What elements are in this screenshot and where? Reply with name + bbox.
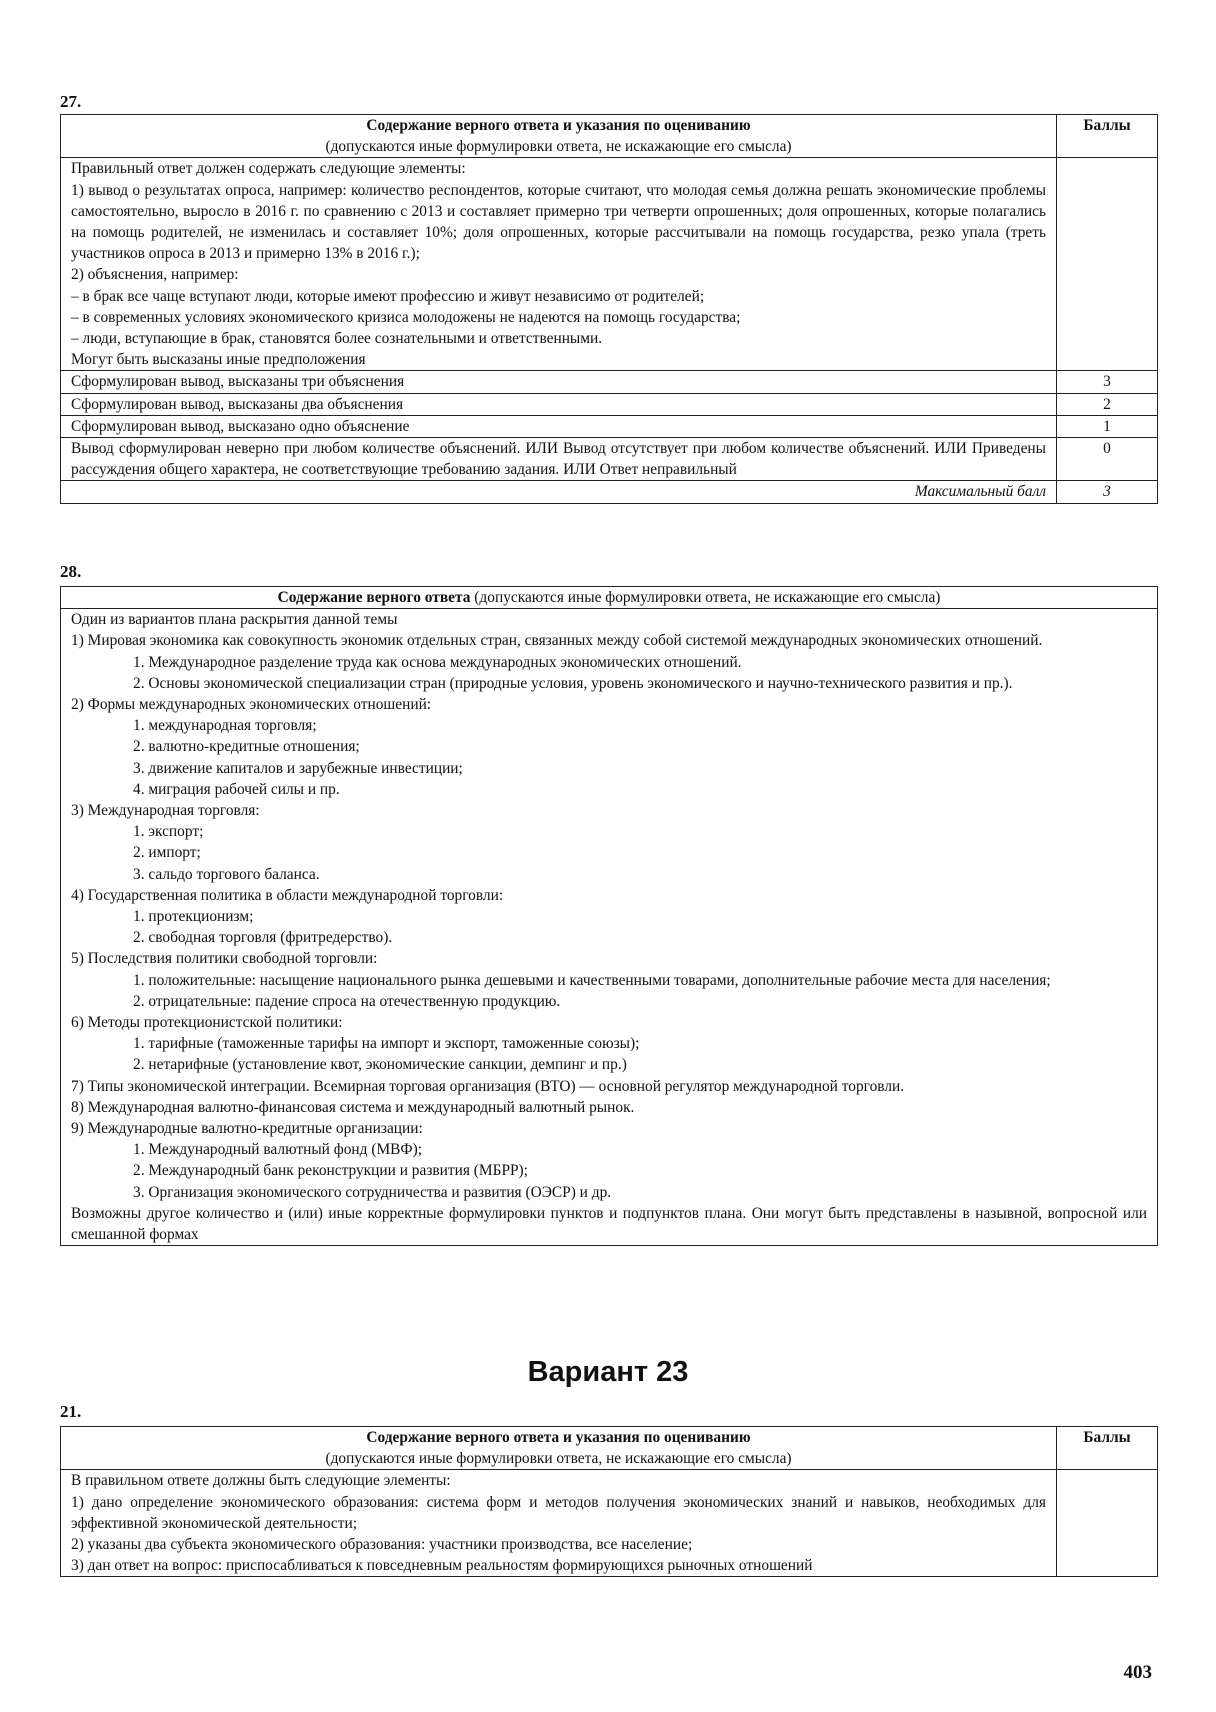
criteria-points: 0 — [1057, 438, 1158, 481]
plan-content — [61, 609, 1158, 1246]
content-line: Могут быть высказаны иные предположения — [71, 351, 366, 369]
criteria-row — [61, 438, 1158, 481]
answer-table-21 — [60, 1426, 1158, 1577]
table-header-content — [61, 1427, 1057, 1470]
content-line: Правильный ответ должен содержать следующие элементы: — [71, 160, 466, 178]
plan-subitem: 1. тарифные (таможенные тарифы на импорт и экспорт, таможенные союзы); — [133, 1035, 640, 1053]
header-title: Содержание верного ответа — [277, 589, 471, 606]
plan-subitem: 2. свободная торговля (фритредерство). — [133, 929, 393, 947]
plan-item: 4) Государственная политика в области международной торговли: — [71, 886, 504, 904]
content-line: 2) объяснения, например: — [71, 266, 239, 284]
plan-item: 9) Международные валютно-кредитные организации: — [71, 1120, 423, 1138]
page-number: 403 — [1123, 1662, 1152, 1683]
table-header-content — [61, 115, 1057, 158]
answer-content — [61, 158, 1057, 371]
plan-subitem: 1. международная торговля; — [133, 717, 317, 735]
criteria-points: 2 — [1057, 393, 1158, 415]
plan-item: 1) Мировая экономика как совокупность экономик отдельных стран, связанных между собой системой международных экономических отношений. — [71, 632, 1043, 650]
content-line: В правильном ответе должны быть следующие элементы: — [71, 1472, 451, 1490]
plan-item: 3) Международная торговля: — [71, 802, 260, 820]
question-number-21: 21. — [60, 1402, 82, 1421]
criteria-text: Вывод сформулирован неверно при любом количестве объяснений. ИЛИ Вывод отсутствует при любом количестве объяснений. ИЛИ Приведены рассуждения общего характера, не соответствующие требованию задания. ИЛИ Ответ неправильный — [61, 438, 1057, 481]
criteria-points: 3 — [1057, 371, 1158, 393]
header-note: (допускаются иные формулировки ответа, не искажающие его смысла) — [325, 1450, 792, 1468]
plan-subitem: 2. отрицательные: падение спроса на отечественную продукцию. — [133, 992, 561, 1010]
plan-item: 6) Методы протекционистской политики: — [71, 1014, 343, 1032]
max-score-row — [61, 481, 1158, 503]
content-line: – люди, вступающие в брак, становятся более сознательными и ответственными. — [71, 330, 603, 348]
question-number-28: 28. — [60, 562, 82, 581]
plan-subitem: 2. валютно-кредитные отношения; — [133, 738, 360, 756]
criteria-row — [61, 393, 1158, 415]
plan-subitem: 2. Основы экономической специализации стран (природные условия, уровень экономического и научно-технического развития и пр.). — [133, 674, 1013, 692]
header-note: (допускаются иные формулировки ответа, не искажающие его смысла) — [325, 138, 792, 156]
plan-subitem: 3. движение капиталов и зарубежные инвестиции; — [133, 759, 463, 777]
content-line: 1) дано определение экономического образования: система форм и методов получения экономических знаний и навыков, необходимых для эффективной экономической деятельности; — [71, 1493, 1046, 1532]
criteria-row — [61, 371, 1158, 393]
plan-subitem: 1. протекционизм; — [133, 908, 254, 926]
plan-item: 2) Формы международных экономических отношений: — [71, 696, 432, 714]
plan-subitem: 1. положительные: насыщение национального рынка дешевыми и качественными товарами, дополнительные рабочие места для населения; — [133, 971, 1051, 989]
content-line: – в брак все чаще вступают люди, которые имеют профессию и живут независимо от родителей; — [71, 287, 705, 305]
plan-subitem: 2. нетарифные (установление квот, экономические санкции, демпинг и пр.) — [133, 1056, 627, 1074]
max-score-label: Максимальный балл — [61, 481, 1057, 503]
plan-intro: Один из вариантов плана раскрытия данной темы — [71, 611, 398, 629]
header-title: Содержание верного ответа и указания по оцениванию — [366, 1429, 751, 1446]
content-line: 3) дан ответ на вопрос: приспосабливаться к повседневным реальностям формирующихся рыночных отношений — [71, 1557, 813, 1575]
plan-subitem: 1. экспорт; — [133, 823, 204, 841]
plan-item: 7) Типы экономической интеграции. Всемирная торговая организация (ВТО) — основной регулятор международной торговли. — [71, 1077, 905, 1095]
plan-subitem: 1. Международное разделение труда как основа международных экономических отношений. — [133, 653, 742, 671]
answer-content — [61, 1470, 1057, 1577]
plan-subitem: 3. Организация экономического сотрудничества и развития (ОЭСР) и др. — [133, 1183, 612, 1201]
table-header-content — [61, 587, 1158, 609]
criteria-row — [61, 415, 1158, 437]
plan-subitem: 2. Международный банк реконструкции и развития (МБРР); — [133, 1162, 528, 1180]
content-line: 1) вывод о результатах опроса, например: количество респондентов, которые считают, что молодая семья должна решать экономические проблемы самостоятельно, выросло в 2016 г. по сравнению с 2013 и составляет примерно три четверти опрошенных; доля опрошенных, которые полагались на помощь родителей, не изменилась и составляет 10%; доля опрошенных, которые рассчитывали на помощь государства, резко упала (треть участников опроса в 2013 и примерно 13% в 2016 г.); — [71, 181, 1046, 263]
variant-title: Вариант 23 — [527, 1356, 689, 1388]
criteria-text: Сформулирован вывод, высказано одно объяснение — [61, 415, 1057, 437]
plan-subitem: 3. сальдо торгового баланса. — [133, 865, 320, 883]
plan-subitem: 4. миграция рабочей силы и пр. — [133, 780, 340, 798]
plan-subitem: 2. импорт; — [133, 844, 201, 862]
points-header: Баллы — [1057, 115, 1158, 158]
answer-table-28 — [60, 586, 1158, 1246]
plan-subitem: 1. Международный валютный фонд (МВФ); — [133, 1141, 422, 1159]
content-line: – в современных условиях экономического кризиса молодожены не надеются на помощь государства; — [71, 308, 741, 326]
header-title: Содержание верного ответа и указания по оцениванию — [366, 117, 751, 134]
plan-item: 8) Международная валютно-финансовая система и международный валютный рынок. — [71, 1098, 635, 1116]
question-number-27: 27. — [60, 92, 82, 111]
criteria-text: Сформулирован вывод, высказаны два объяснения — [61, 393, 1057, 415]
max-score-value: 3 — [1057, 481, 1158, 503]
header-note: (допускаются иные формулировки ответа, не искажающие его смысла) — [470, 589, 941, 606]
plan-item: 5) Последствия политики свободной торговли: — [71, 950, 378, 968]
plan-outro: Возможны другое количество и (или) иные корректные формулировки пунктов и подпунктов плана. Они могут быть представлены в назывной, вопросной или смешанной формах — [71, 1204, 1147, 1244]
answer-table-27 — [60, 114, 1158, 504]
content-line: 2) указаны два субъекта экономического образования: участники производства, все население; — [71, 1536, 693, 1554]
criteria-points: 1 — [1057, 415, 1158, 437]
criteria-text: Сформулирован вывод, высказаны три объяснения — [61, 371, 1057, 393]
points-header: Баллы — [1057, 1427, 1158, 1470]
